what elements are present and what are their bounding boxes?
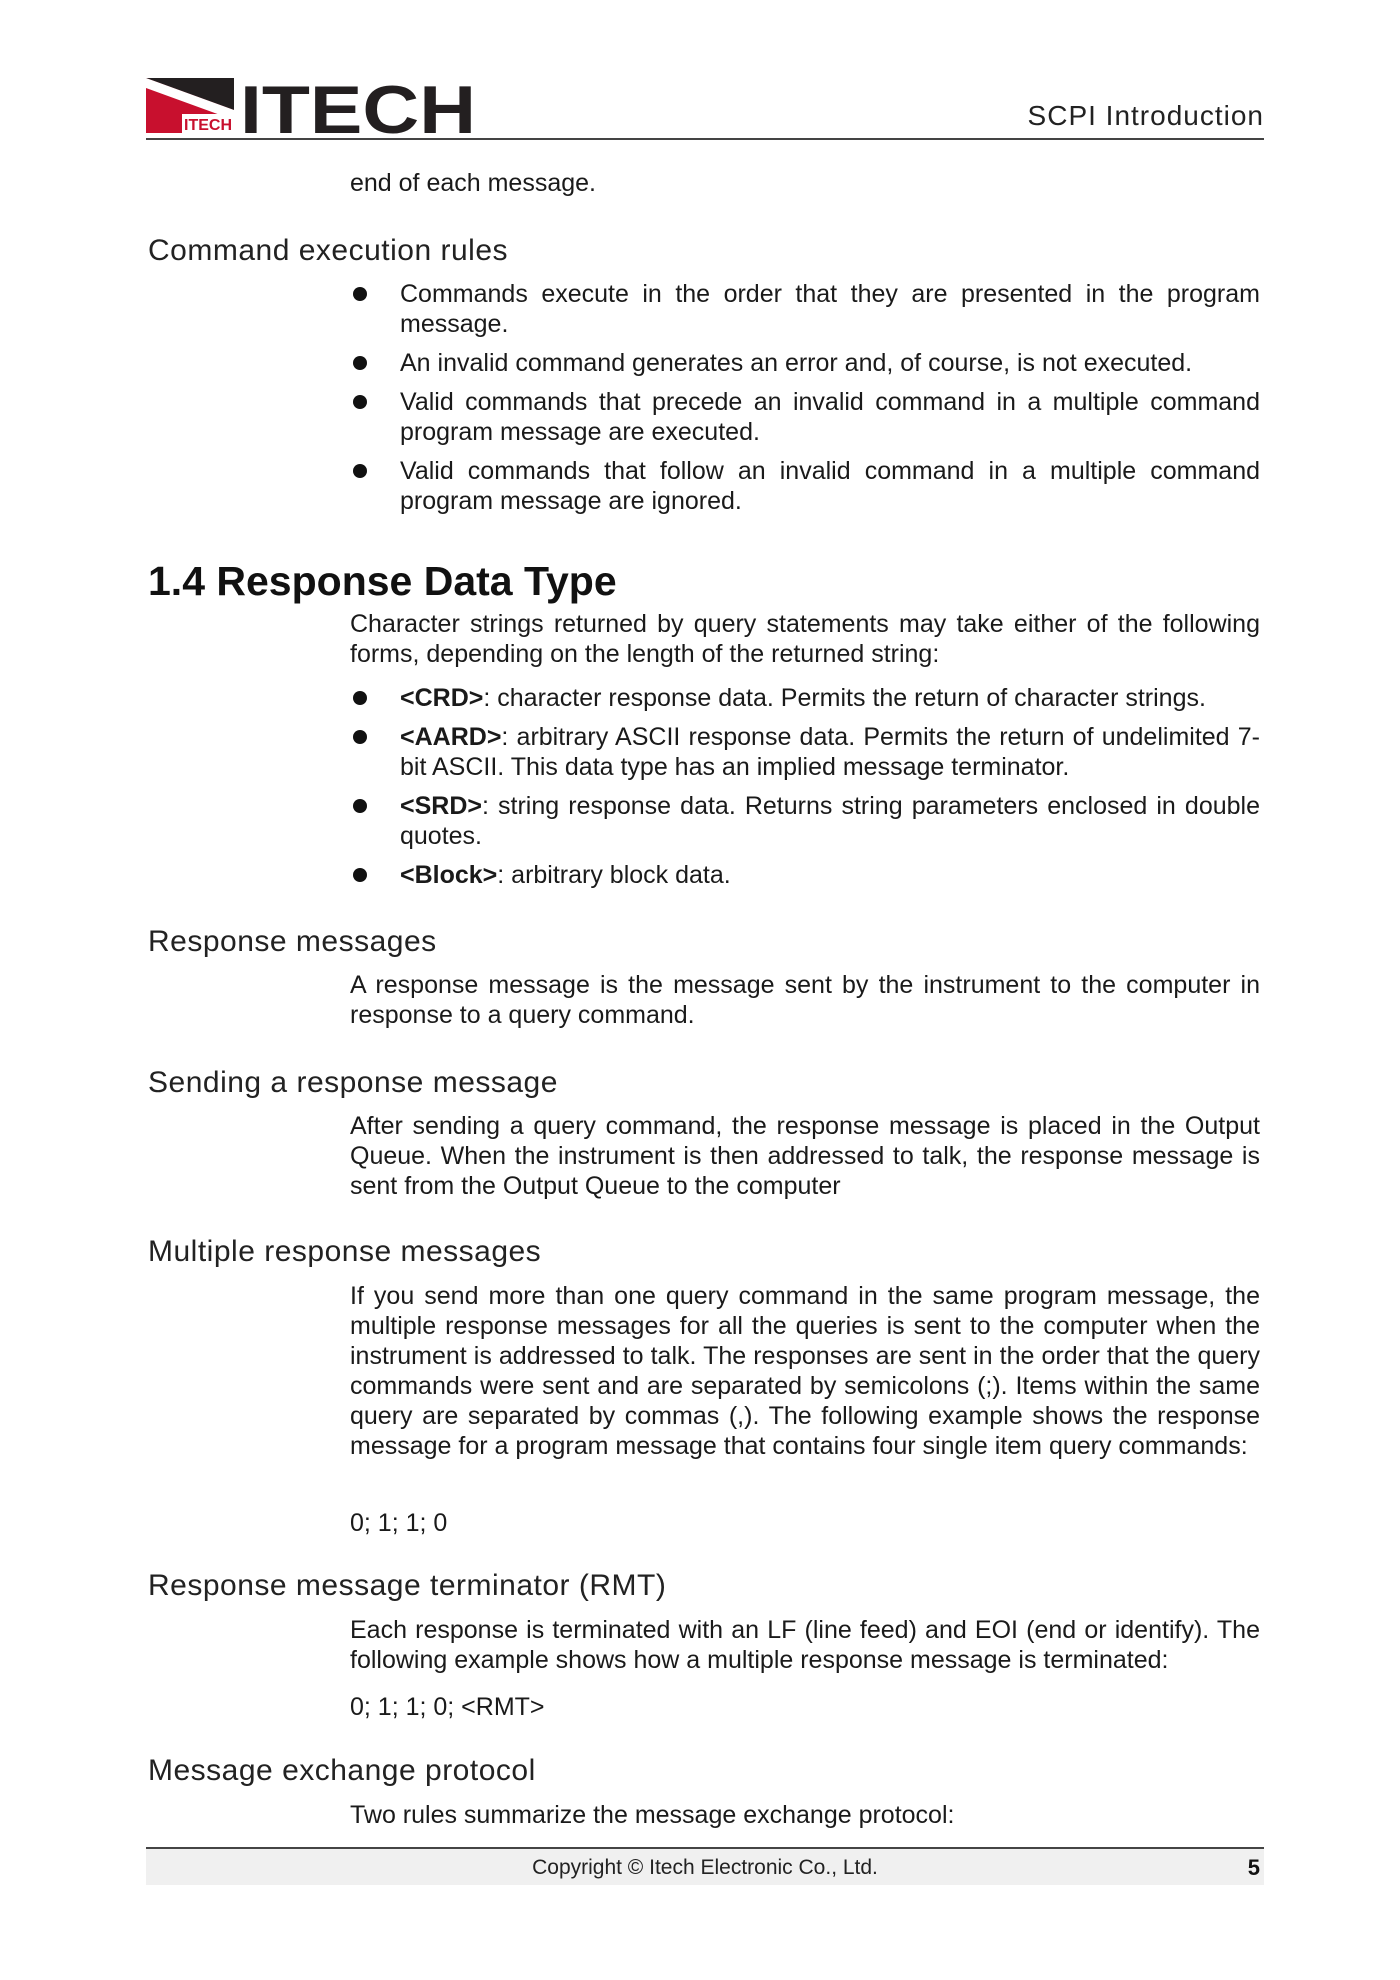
page-header (146, 72, 1264, 140)
list-item (350, 860, 1260, 890)
list-item (350, 791, 1260, 851)
multiple-responses-example: 0; 1; 1; 0 (350, 1509, 448, 1537)
list-item (350, 722, 1260, 782)
list-item (350, 279, 1260, 339)
type-description: : arbitrary ASCII response data. Permits the return of undelimited 7-bit ASCII. This data type has an implied message terminator. (400, 723, 1260, 781)
type-description: : character response data. Permits the return of character strings. (483, 684, 1206, 712)
rule-text: An invalid command generates an error and, of course, is not executed. (400, 349, 1193, 377)
page-footer (146, 1847, 1264, 1885)
list-item (350, 456, 1260, 516)
sending-response-body: After sending a query command, the response message is placed in the Output Queue. When the instrument is then addressed to talk, the response message is sent from the Output Queue to the computer (350, 1112, 1260, 1200)
bullet-icon (353, 730, 367, 744)
type-term: <CRD> (400, 684, 484, 712)
multiple-responses-heading: Multiple response messages (148, 1235, 542, 1268)
section-title: SCPI Introduction (1027, 100, 1264, 131)
type-term: <AARD> (400, 723, 502, 751)
exchange-protocol-body: Two rules summarize the message exchange protocol: (350, 1801, 955, 1829)
list-item (350, 683, 1260, 713)
command-rules-list (350, 279, 1260, 525)
rule-text: Valid commands that precede an invalid command in a multiple command program message are executed. (400, 388, 1260, 446)
copyright-text: Copyright © Itech Electronic Co., Ltd. (532, 1856, 878, 1879)
response-messages-body: A response message is the message sent by the instrument to the computer in response to a query command. (350, 971, 1260, 1029)
exchange-protocol-heading: Message exchange protocol (148, 1754, 536, 1787)
bullet-icon (353, 395, 367, 409)
type-description: : string response data. Returns string parameters enclosed in double quotes. (400, 792, 1260, 850)
bullet-icon (353, 799, 367, 813)
bullet-icon (353, 868, 367, 882)
response-types-list (350, 683, 1260, 899)
intro-fragment: end of each message. (350, 169, 596, 197)
bullet-icon (353, 464, 367, 478)
response-messages-heading: Response messages (148, 925, 437, 958)
type-description: : arbitrary block data. (497, 861, 731, 889)
page-number: 5 (1247, 1855, 1260, 1880)
logo-wordmark: ITECH (240, 76, 476, 136)
multiple-responses-body: If you send more than one query command in the same program message, the multiple response messages for all the queries is sent to the computer when the instrument is addressed to talk. The responses are sent in the order that the query commands were sent and are separated by semicolons (;). Items within the same query are separated by commas (,). The following example shows the response message for a program message that contains four single item query commands: (350, 1282, 1260, 1460)
bullet-icon (353, 691, 367, 705)
itech-logo (146, 76, 476, 136)
list-item (350, 387, 1260, 447)
terminator-body: Each response is terminated with an LF (line feed) and EOI (end or identify). The following example shows how a multiple response message is terminated: (350, 1616, 1260, 1674)
logo-badge-text: ITECH (184, 117, 232, 134)
response-data-intro: Character strings returned by query statements may take either of the following forms, depending on the length of the returned string: (350, 610, 1260, 668)
section-heading-response-data-type: 1.4 Response Data Type (148, 558, 617, 604)
list-item (350, 348, 1260, 378)
terminator-heading: Response message terminator (RMT) (148, 1569, 667, 1602)
rule-text: Valid commands that follow an invalid command in a multiple command program message are ignored. (400, 457, 1260, 515)
type-term: <SRD> (400, 792, 482, 820)
type-term: <Block> (400, 861, 498, 889)
terminator-example: 0; 1; 1; 0; <RMT> (350, 1693, 545, 1721)
rule-text: Commands execute in the order that they are presented in the program message. (400, 280, 1260, 338)
command-execution-heading: Command execution rules (148, 234, 509, 267)
bullet-icon (353, 287, 367, 301)
bullet-icon (353, 356, 367, 370)
sending-response-heading: Sending a response message (148, 1066, 558, 1099)
